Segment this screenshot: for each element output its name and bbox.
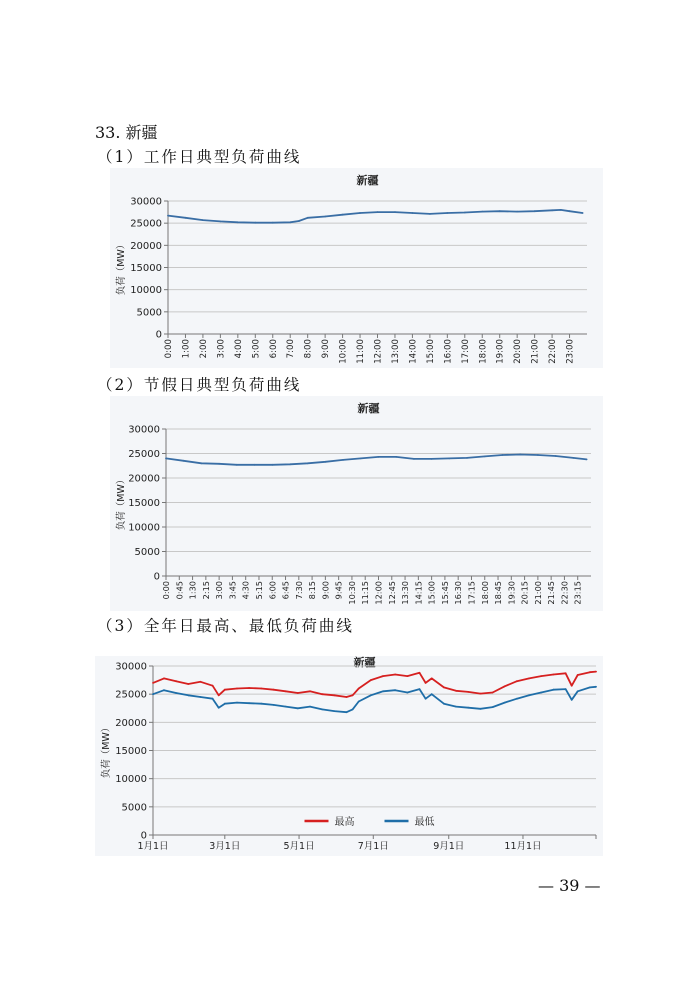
data-point — [333, 694, 335, 696]
x-tick-label: 21:45 — [546, 581, 557, 605]
x-tick-label: 7:30 — [293, 581, 304, 600]
data-point — [443, 687, 445, 689]
data-point — [519, 454, 521, 456]
data-point — [237, 221, 239, 223]
data-point — [492, 706, 494, 708]
y-tick-label: 20000 — [115, 717, 147, 729]
x-tick-label: 1月1日 — [137, 841, 169, 852]
x-tick-label: 19:30 — [506, 581, 517, 605]
x-tick-label: 21:00 — [532, 581, 543, 605]
data-point — [236, 688, 238, 690]
data-point — [528, 678, 530, 680]
data-point — [504, 685, 506, 687]
data-point — [464, 212, 466, 214]
y-tick-label: 25000 — [115, 689, 147, 701]
data-point — [165, 458, 167, 460]
y-tick-label: 10000 — [115, 774, 147, 786]
data-point — [236, 702, 238, 704]
x-tick-label: 10:00 — [338, 339, 349, 364]
data-point — [571, 685, 573, 687]
data-point — [289, 463, 291, 465]
y-tick-label: 10000 — [130, 285, 162, 297]
data-point — [431, 678, 433, 680]
x-tick-label: 22:30 — [559, 581, 570, 605]
data-point — [218, 707, 220, 709]
data-point — [324, 216, 326, 218]
data-point — [342, 459, 344, 461]
data-point — [589, 687, 591, 689]
x-tick-label: 11月1日 — [504, 841, 542, 852]
data-point — [175, 680, 177, 682]
data-point — [586, 459, 588, 461]
data-point — [492, 692, 494, 694]
chart-holiday-svg — [110, 396, 603, 611]
y-axis-label: 负荷（MW） — [101, 722, 112, 779]
x-tick-label: 20:00 — [513, 339, 524, 364]
data-point — [307, 217, 309, 219]
x-tick-label: 2:00 — [198, 339, 209, 359]
x-tick-label: 5月1日 — [283, 841, 315, 852]
x-tick-label: 12:45 — [386, 581, 397, 605]
data-point — [484, 456, 486, 458]
y-tick-label: 25000 — [128, 449, 160, 460]
chart-title: 新疆 — [353, 656, 376, 669]
y-tick-label: 5000 — [121, 802, 147, 814]
data-point — [202, 219, 204, 221]
data-point — [224, 703, 226, 705]
data-point — [260, 703, 262, 705]
chart-title: 新疆 — [356, 174, 379, 187]
data-point — [455, 706, 457, 708]
data-point — [378, 456, 380, 458]
data-point — [152, 693, 154, 695]
x-tick-label: 6:00 — [267, 581, 278, 600]
data-point — [201, 462, 203, 464]
x-tick-label: 4:30 — [240, 581, 251, 600]
chart-workday-svg — [110, 168, 603, 368]
x-tick-label: 4:00 — [233, 339, 244, 359]
data-point — [187, 683, 189, 685]
x-tick-label: 9月1日 — [433, 841, 465, 852]
data-point — [394, 211, 396, 213]
data-point — [260, 688, 262, 690]
x-tick-label: 19:00 — [495, 339, 506, 364]
x-tick-label: 13:00 — [390, 339, 401, 364]
data-point — [480, 693, 482, 695]
data-point — [516, 680, 518, 682]
data-point — [175, 692, 177, 694]
data-point — [342, 214, 344, 216]
data-point — [297, 692, 299, 694]
data-point — [572, 457, 574, 459]
x-tick-label: 0:00 — [164, 339, 174, 359]
data-point — [455, 690, 457, 692]
data-point — [285, 706, 287, 708]
y-tick-label: 0 — [140, 830, 147, 842]
subheading-annual: （3）全年日最高、最低负荷曲线 — [97, 617, 354, 635]
series-line-1 — [168, 210, 583, 223]
legend-label: 最高 — [334, 817, 355, 828]
data-point — [413, 458, 415, 460]
data-point — [285, 690, 287, 692]
data-point — [480, 708, 482, 710]
x-tick-label: 23:00 — [565, 339, 576, 364]
x-tick-label: 9:45 — [333, 581, 344, 600]
x-tick-label: 11:15 — [360, 581, 371, 605]
y-tick-label: 20000 — [128, 473, 160, 485]
data-point — [307, 462, 309, 464]
data-point — [560, 209, 562, 211]
data-point — [516, 698, 518, 700]
data-point — [577, 674, 579, 676]
data-point — [394, 674, 396, 676]
data-point — [551, 209, 553, 211]
x-tick-label: 0:00 — [161, 581, 171, 600]
data-point — [394, 689, 396, 691]
x-tick-label: 10:30 — [346, 581, 357, 605]
data-point — [370, 694, 372, 696]
data-point — [565, 688, 567, 690]
data-point — [425, 698, 427, 700]
data-point — [499, 210, 501, 212]
data-point — [152, 682, 154, 684]
data-point — [200, 696, 202, 698]
x-tick-label: 8:15 — [307, 581, 318, 600]
y-tick-label: 15000 — [130, 263, 162, 274]
x-tick-label: 3:00 — [216, 339, 227, 359]
data-point — [377, 211, 379, 213]
y-tick-label: 0 — [155, 329, 162, 341]
data-point — [589, 671, 591, 673]
data-point — [346, 711, 348, 713]
x-tick-label: 6:45 — [280, 581, 291, 600]
data-point — [395, 456, 397, 458]
series-line-2 — [153, 687, 596, 712]
y-tick-label: 25000 — [130, 218, 162, 230]
chart-title: 新疆 — [357, 402, 380, 415]
series-line-1 — [166, 455, 587, 465]
x-tick-label: 18:00 — [479, 581, 490, 605]
data-point — [254, 222, 256, 224]
x-tick-label: 5:15 — [253, 581, 264, 600]
chart-annual — [95, 656, 603, 856]
y-tick-label: 10000 — [128, 522, 160, 534]
data-point — [467, 707, 469, 709]
x-tick-label: 3:00 — [214, 581, 225, 600]
x-tick-label: 12:00 — [373, 339, 384, 364]
data-point — [321, 709, 323, 711]
x-tick-label: 0:45 — [174, 581, 185, 600]
data-point — [571, 699, 573, 701]
data-point — [443, 703, 445, 705]
x-tick-label: 14:15 — [413, 581, 424, 605]
x-tick-label: 17:15 — [466, 581, 477, 605]
data-point — [431, 693, 433, 695]
data-point — [419, 672, 421, 674]
x-tick-label: 16:00 — [443, 339, 454, 364]
subheading-holiday: （2）节假日典型负荷曲线 — [97, 376, 302, 394]
chart-annual-svg — [95, 656, 603, 856]
data-point — [504, 702, 506, 704]
data-point — [352, 709, 354, 711]
x-tick-label: 15:00 — [425, 339, 436, 364]
chart-holiday — [110, 396, 603, 611]
data-point — [200, 681, 202, 683]
data-point — [555, 455, 557, 457]
data-point — [273, 689, 275, 691]
section-title: 33. 新疆 — [95, 123, 158, 142]
x-tick-label: 17:00 — [460, 339, 471, 364]
data-point — [309, 706, 311, 708]
data-point — [183, 460, 185, 462]
y-tick-label: 20000 — [130, 240, 162, 252]
data-point — [431, 458, 433, 460]
data-point — [218, 694, 220, 696]
data-point — [321, 693, 323, 695]
x-tick-label: 12:00 — [373, 581, 384, 605]
data-point — [360, 458, 362, 460]
x-tick-label: 9:00 — [321, 339, 332, 359]
data-point — [309, 690, 311, 692]
x-tick-label: 7:00 — [286, 339, 297, 359]
x-tick-label: 1:00 — [181, 339, 192, 359]
data-point — [429, 213, 431, 215]
data-point — [185, 217, 187, 219]
chart-workday — [110, 168, 603, 368]
y-tick-label: 5000 — [136, 307, 162, 319]
x-tick-label: 3月1日 — [209, 841, 241, 852]
x-tick-label: 1:30 — [187, 581, 198, 600]
x-tick-label: 23:15 — [572, 581, 583, 605]
data-point — [163, 678, 165, 680]
x-tick-label: 16:30 — [453, 581, 464, 605]
data-point — [212, 685, 214, 687]
data-point — [163, 689, 165, 691]
data-point — [346, 696, 348, 698]
y-tick-label: 30000 — [128, 424, 160, 436]
data-point — [187, 694, 189, 696]
data-point — [358, 688, 360, 690]
data-point — [359, 212, 361, 214]
data-point — [565, 672, 567, 674]
x-tick-label: 5:00 — [251, 339, 262, 359]
data-point — [254, 464, 256, 466]
data-point — [212, 698, 214, 700]
data-point — [298, 220, 300, 222]
x-tick-label: 11:00 — [356, 339, 367, 364]
x-tick-label: 6:00 — [268, 339, 279, 359]
x-tick-label: 20:15 — [519, 581, 530, 605]
data-point — [272, 222, 274, 224]
y-axis-label: 负荷（MW） — [116, 239, 127, 296]
data-point — [540, 692, 542, 694]
data-point — [481, 211, 483, 213]
data-point — [224, 689, 226, 691]
data-point — [595, 671, 597, 673]
data-point — [419, 688, 421, 690]
legend-label: 最低 — [414, 817, 435, 828]
y-tick-label: 15000 — [115, 746, 147, 757]
data-point — [577, 690, 579, 692]
data-point — [382, 675, 384, 677]
data-point — [502, 454, 504, 456]
data-point — [358, 701, 360, 703]
data-point — [352, 694, 354, 696]
x-tick-label: 18:00 — [478, 339, 489, 364]
x-tick-label: 15:45 — [439, 581, 450, 605]
y-tick-label: 30000 — [130, 196, 162, 208]
data-point — [167, 215, 169, 217]
data-point — [448, 458, 450, 460]
x-tick-label: 2:15 — [200, 581, 211, 600]
data-point — [218, 463, 220, 465]
y-tick-label: 15000 — [128, 498, 160, 509]
x-tick-label: 18:45 — [493, 581, 504, 605]
x-tick-label: 13:30 — [400, 581, 411, 605]
page-number: — 39 — — [538, 876, 601, 895]
x-tick-label: 9:00 — [320, 581, 331, 600]
data-point — [537, 454, 539, 456]
data-point — [467, 691, 469, 693]
x-tick-label: 8:00 — [303, 339, 314, 359]
data-point — [516, 211, 518, 213]
y-tick-label: 0 — [153, 571, 160, 583]
x-tick-label: 3:45 — [227, 581, 238, 600]
data-point — [325, 461, 327, 463]
data-point — [407, 692, 409, 694]
data-point — [569, 210, 571, 212]
data-point — [412, 212, 414, 214]
y-tick-label: 5000 — [134, 547, 160, 558]
data-point — [248, 687, 250, 689]
data-point — [540, 675, 542, 677]
y-axis-label: 负荷（MW） — [116, 474, 127, 531]
data-point — [236, 464, 238, 466]
data-point — [553, 674, 555, 676]
y-tick-label: 30000 — [115, 661, 147, 673]
data-point — [220, 221, 222, 223]
x-tick-label: 15:00 — [426, 581, 437, 605]
data-point — [333, 710, 335, 712]
data-point — [248, 702, 250, 704]
data-point — [271, 464, 273, 466]
x-tick-label: 21:00 — [530, 339, 541, 364]
subheading-workday: （1）工作日典型负荷曲线 — [97, 148, 302, 166]
data-point — [595, 686, 597, 688]
data-point — [370, 679, 372, 681]
data-point — [425, 682, 427, 684]
data-point — [466, 457, 468, 459]
data-point — [407, 675, 409, 677]
data-point — [273, 704, 275, 706]
data-point — [297, 707, 299, 709]
data-point — [582, 212, 584, 214]
x-tick-label: 14:00 — [408, 339, 419, 364]
data-point — [289, 221, 291, 223]
data-point — [534, 210, 536, 212]
x-tick-label: 22:00 — [548, 339, 559, 364]
data-point — [528, 694, 530, 696]
data-point — [382, 690, 384, 692]
data-point — [553, 689, 555, 691]
data-point — [446, 212, 448, 214]
x-tick-label: 7月1日 — [357, 841, 389, 852]
